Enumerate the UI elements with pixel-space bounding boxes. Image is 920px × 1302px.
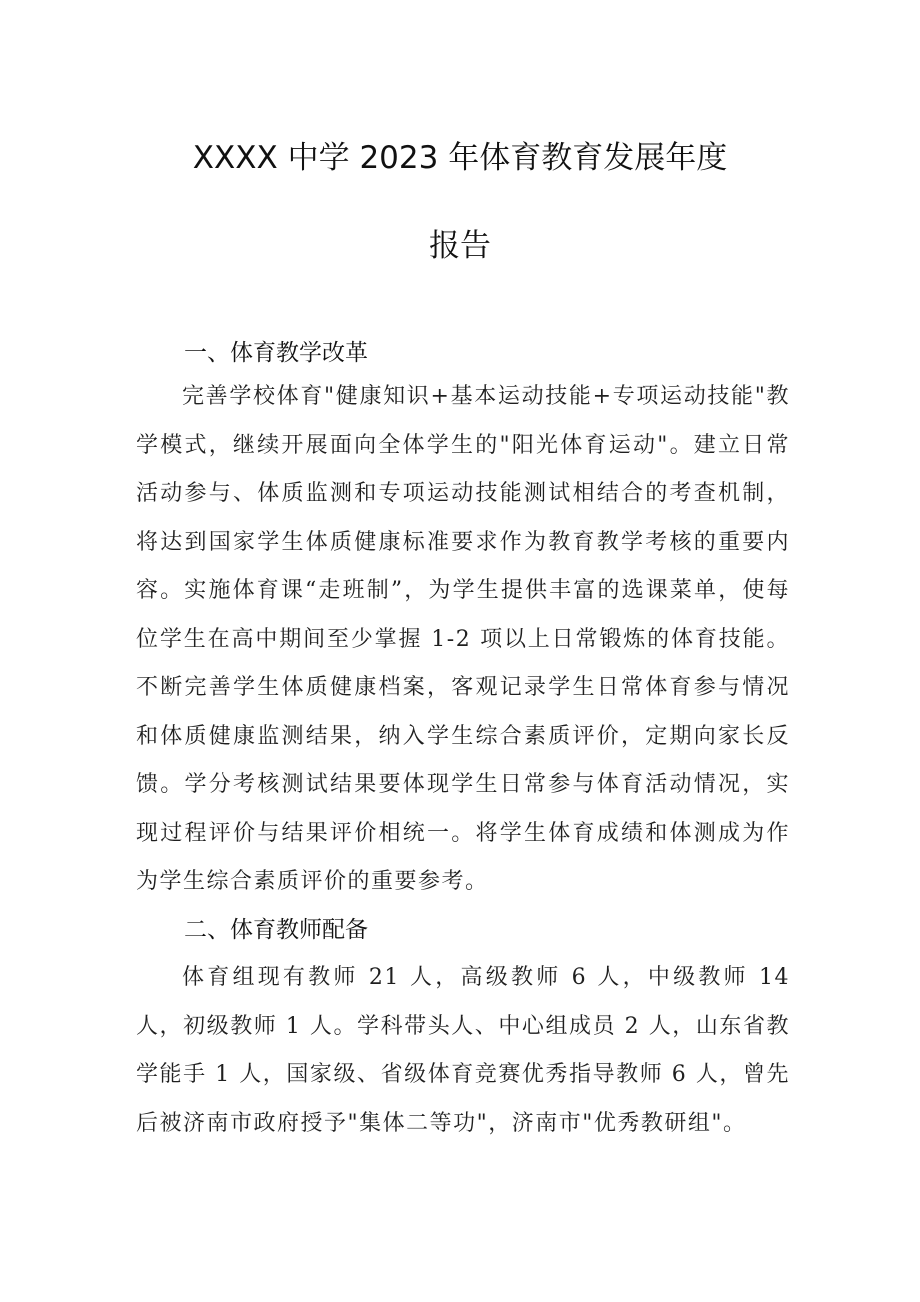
- document-title-line-1: XXXX 中学 2023 年体育教育发展年度: [192, 140, 728, 176]
- section-paragraph-teaching-reform: 完善学校体育"健康知识+基本运动技能+专项运动技能"教学模式，继续开展面向全体学生的"阳光体育运动"。建立日常活动参与、体质监测和专项运动技能测试相结合的考查机制，将达到国家学生体质健康标准要求作为教育教学考核的重要内容。实施体育课“走班制”，为学生提供丰富的选课菜单，使每位学生在高中期间至少掌握 1-2 项以上日常锻炼的体育技能。不断完善学生体质健康档案，客观记录学生日常体育参与情况和体质健康监测结果，纳入学生综合素质评价，定期向家长反馈。学分考核测试结果要体现学生日常参与体育活动情况，实现过程评价与结果评价相统一。将学生体育成绩和体测成为作为学生综合素质评价的重要参考。: [136, 384, 790, 894]
- section-paragraph-teacher-staffing: 体育组现有教师 21 人，高级教师 6 人，中级教师 14 人，初级教师 1 人。学科带头人、中心组成员 2 人，山东省教学能手 1 人，国家级、省级体育竞赛优秀指导教师 6 人，曾先后被济南市政府授予"集体二等功"，济南市"优秀教研组"。: [136, 965, 790, 1136]
- section-heading-teaching-reform: 一、体育教学改革: [184, 340, 368, 366]
- section-heading-teacher-staffing: 二、体育教师配备: [184, 917, 368, 943]
- document-title-line-2: 报告: [429, 228, 491, 264]
